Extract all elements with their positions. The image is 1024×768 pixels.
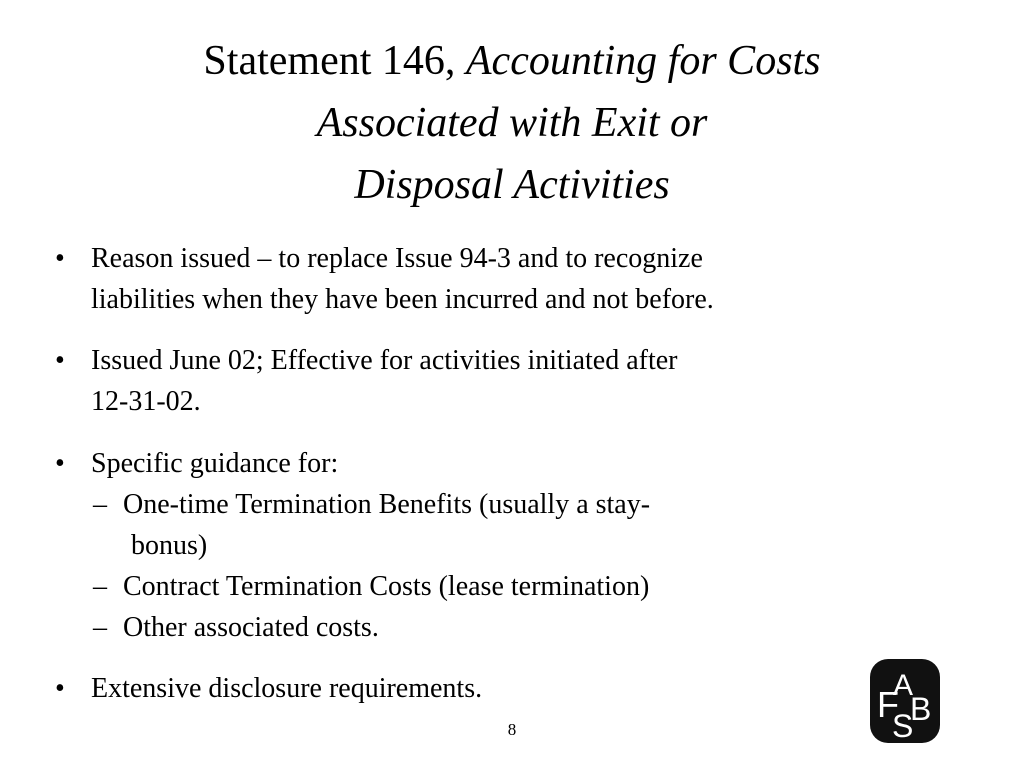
title-italic-line1: Accounting for Costs [465,38,821,84]
slide-title [60,30,964,216]
bullet-issued-date [55,340,885,422]
bullet-text-line1: Reason issued – to replace Issue 94-3 and to recognize [91,243,703,274]
title-italic-line2: Associated with Exit or [316,100,708,146]
sub-text-line1: One-time Termination Benefits (usually a stay- [123,489,651,520]
sub-text-line2: bonus) [131,530,208,561]
svg-text:S: S [892,708,914,744]
sub-list [55,484,885,648]
bullet-marker: • [55,345,65,376]
sub-item-contract-termination [55,566,885,607]
bullet-text-line2: liabilities when they have been incurred and not before. [91,284,714,315]
sub-marker: – [93,489,107,520]
sub-item-other-costs [55,607,885,648]
bullet-text-line1: Issued June 02; Effective for activities initiated after [91,345,678,376]
bullet-text-line2: 12-31-02. [91,386,201,417]
title-italic-line3: Disposal Activities [354,162,670,208]
bullet-reason-issued [55,238,885,320]
svg-text:F: F [877,684,899,725]
title-plain: Statement 146, [203,38,466,84]
svg-text:A: A [893,669,914,702]
sub-marker: – [93,571,107,602]
sub-item-termination-benefits [55,484,885,566]
bullet-marker: • [55,243,65,274]
sub-text-line1: Contract Termination Costs (lease termination) [123,571,650,602]
page-number: 8 [507,720,517,739]
svg-text:B: B [910,691,932,727]
bullet-text: Specific guidance for: [91,448,339,479]
bullet-text: Extensive disclosure requirements. [91,673,483,704]
bullet-disclosure [55,668,885,709]
fasb-logo-icon [868,657,942,745]
sub-text-line1: Other associated costs. [123,612,379,643]
sub-marker: – [93,612,107,643]
bullet-specific-guidance [55,443,885,648]
bullet-marker: • [55,448,65,479]
bullet-marker: • [55,673,65,704]
